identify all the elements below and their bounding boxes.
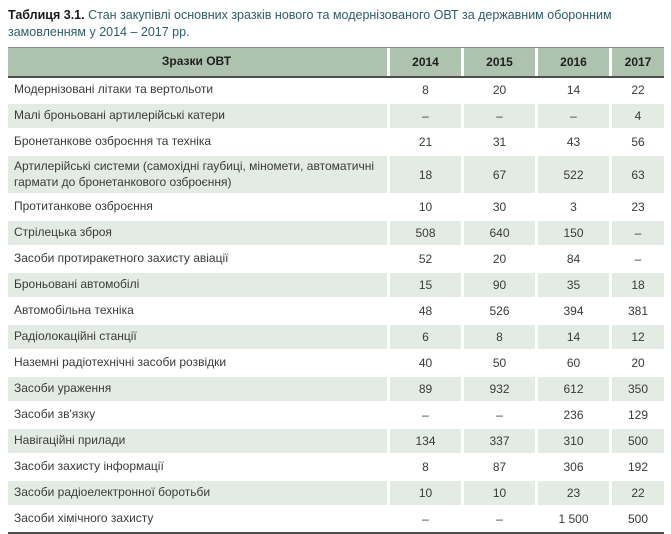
row-name-cell: Засоби захисту інформації: [8, 455, 387, 479]
header-cell-2017: 2017: [612, 48, 664, 76]
year-value-cell: 8: [390, 78, 461, 102]
row-name-cell: Артилерійські системи (самохідні гаубиці, міномети, автоматичні гармати до бронетанкового озброєння): [8, 156, 387, 193]
year-value-cell: 500: [612, 429, 664, 453]
year-value-cell: –: [538, 104, 609, 128]
year-value-cell: 23: [612, 195, 664, 219]
year-value-cell: 22: [612, 78, 664, 102]
header-cell-2014: 2014: [390, 48, 461, 76]
year-value-cell: 612: [538, 377, 609, 401]
year-value-cell: 20: [464, 247, 535, 271]
procurement-table: [8, 47, 664, 534]
year-value-cell: 20: [464, 78, 535, 102]
table-row: [8, 481, 664, 505]
year-value-cell: 40: [390, 351, 461, 375]
row-name-cell: Засоби ураження: [8, 377, 387, 401]
year-value-cell: 10: [390, 481, 461, 505]
row-name-cell: Засоби зв'язку: [8, 403, 387, 427]
table-body: [8, 78, 664, 532]
year-value-cell: 500: [612, 507, 664, 531]
row-name-cell: Малі броньовані артилерійські катери: [8, 104, 387, 128]
table-header-row: [8, 48, 664, 78]
year-value-cell: 48: [390, 299, 461, 323]
row-name-cell: Броньовані автомобілі: [8, 273, 387, 297]
year-value-cell: –: [390, 507, 461, 531]
year-value-cell: 14: [538, 78, 609, 102]
year-value-cell: 192: [612, 455, 664, 479]
year-value-cell: 337: [464, 429, 535, 453]
row-name-cell: Радіолокаційні станції: [8, 325, 387, 349]
year-value-cell: 932: [464, 377, 535, 401]
year-value-cell: 23: [538, 481, 609, 505]
year-value-cell: 63: [612, 156, 664, 193]
table-row: [8, 247, 664, 271]
year-value-cell: 350: [612, 377, 664, 401]
year-value-cell: 150: [538, 221, 609, 245]
year-value-cell: 526: [464, 299, 535, 323]
table-row: [8, 156, 664, 193]
year-value-cell: –: [464, 403, 535, 427]
year-value-cell: 22: [612, 481, 664, 505]
row-name-cell: Бронетанкове озброєння та техніка: [8, 130, 387, 154]
row-name-cell: Засоби хімічного захисту: [8, 507, 387, 531]
year-value-cell: 18: [612, 273, 664, 297]
table-caption-text: Стан закупівлі основних зразків нового та модернізованого ОВТ за державним оборонним замовленням у 2014 – 2017 рр.: [8, 8, 612, 39]
table-row: [8, 273, 664, 297]
table-caption: [8, 7, 664, 40]
year-value-cell: –: [464, 104, 535, 128]
year-value-cell: 30: [464, 195, 535, 219]
year-value-cell: 508: [390, 221, 461, 245]
year-value-cell: 4: [612, 104, 664, 128]
row-name-cell: Навігаційні прилади: [8, 429, 387, 453]
row-name-cell: Наземні радіотехнічні засоби розвідки: [8, 351, 387, 375]
year-value-cell: 394: [538, 299, 609, 323]
year-value-cell: 310: [538, 429, 609, 453]
year-value-cell: 56: [612, 130, 664, 154]
table-caption-number: Таблиця 3.1.: [8, 8, 85, 22]
year-value-cell: 381: [612, 299, 664, 323]
year-value-cell: –: [612, 247, 664, 271]
row-name-cell: Автомобільна техніка: [8, 299, 387, 323]
table-row: [8, 221, 664, 245]
header-cell-2016: 2016: [538, 48, 609, 76]
table-row: [8, 325, 664, 349]
year-value-cell: 10: [464, 481, 535, 505]
year-value-cell: 236: [538, 403, 609, 427]
year-value-cell: 20: [612, 351, 664, 375]
year-value-cell: 14: [538, 325, 609, 349]
header-cell-name: Зразки ОВТ: [8, 48, 387, 76]
year-value-cell: 522: [538, 156, 609, 193]
year-value-cell: 6: [390, 325, 461, 349]
table-row: [8, 377, 664, 401]
year-value-cell: –: [390, 403, 461, 427]
header-cell-2015: 2015: [464, 48, 535, 76]
year-value-cell: 35: [538, 273, 609, 297]
year-value-cell: 8: [464, 325, 535, 349]
row-name-cell: Стрілецька зброя: [8, 221, 387, 245]
year-value-cell: 8: [390, 455, 461, 479]
year-value-cell: 87: [464, 455, 535, 479]
year-value-cell: 129: [612, 403, 664, 427]
year-value-cell: 60: [538, 351, 609, 375]
year-value-cell: 50: [464, 351, 535, 375]
year-value-cell: 640: [464, 221, 535, 245]
year-value-cell: 52: [390, 247, 461, 271]
table-row: [8, 78, 664, 102]
table-row: [8, 195, 664, 219]
table-row: [8, 104, 664, 128]
table-row: [8, 455, 664, 479]
year-value-cell: 3: [538, 195, 609, 219]
table-row: [8, 403, 664, 427]
row-name-cell: Протитанкове озброєння: [8, 195, 387, 219]
year-value-cell: 43: [538, 130, 609, 154]
year-value-cell: 306: [538, 455, 609, 479]
year-value-cell: –: [390, 104, 461, 128]
table-row: [8, 299, 664, 323]
year-value-cell: 134: [390, 429, 461, 453]
table-row: [8, 429, 664, 453]
year-value-cell: 10: [390, 195, 461, 219]
year-value-cell: –: [612, 221, 664, 245]
year-value-cell: 90: [464, 273, 535, 297]
year-value-cell: 15: [390, 273, 461, 297]
year-value-cell: 12: [612, 325, 664, 349]
year-value-cell: 18: [390, 156, 461, 193]
row-name-cell: Засоби протиракетного захисту авіації: [8, 247, 387, 271]
table-row: [8, 351, 664, 375]
year-value-cell: 89: [390, 377, 461, 401]
year-value-cell: 84: [538, 247, 609, 271]
row-name-cell: Засоби радіоелектронної боротьби: [8, 481, 387, 505]
year-value-cell: 67: [464, 156, 535, 193]
year-value-cell: –: [464, 507, 535, 531]
year-value-cell: 31: [464, 130, 535, 154]
table-row: [8, 130, 664, 154]
row-name-cell: Модернізовані літаки та вертольоти: [8, 78, 387, 102]
year-value-cell: 1 500: [538, 507, 609, 531]
year-value-cell: 21: [390, 130, 461, 154]
